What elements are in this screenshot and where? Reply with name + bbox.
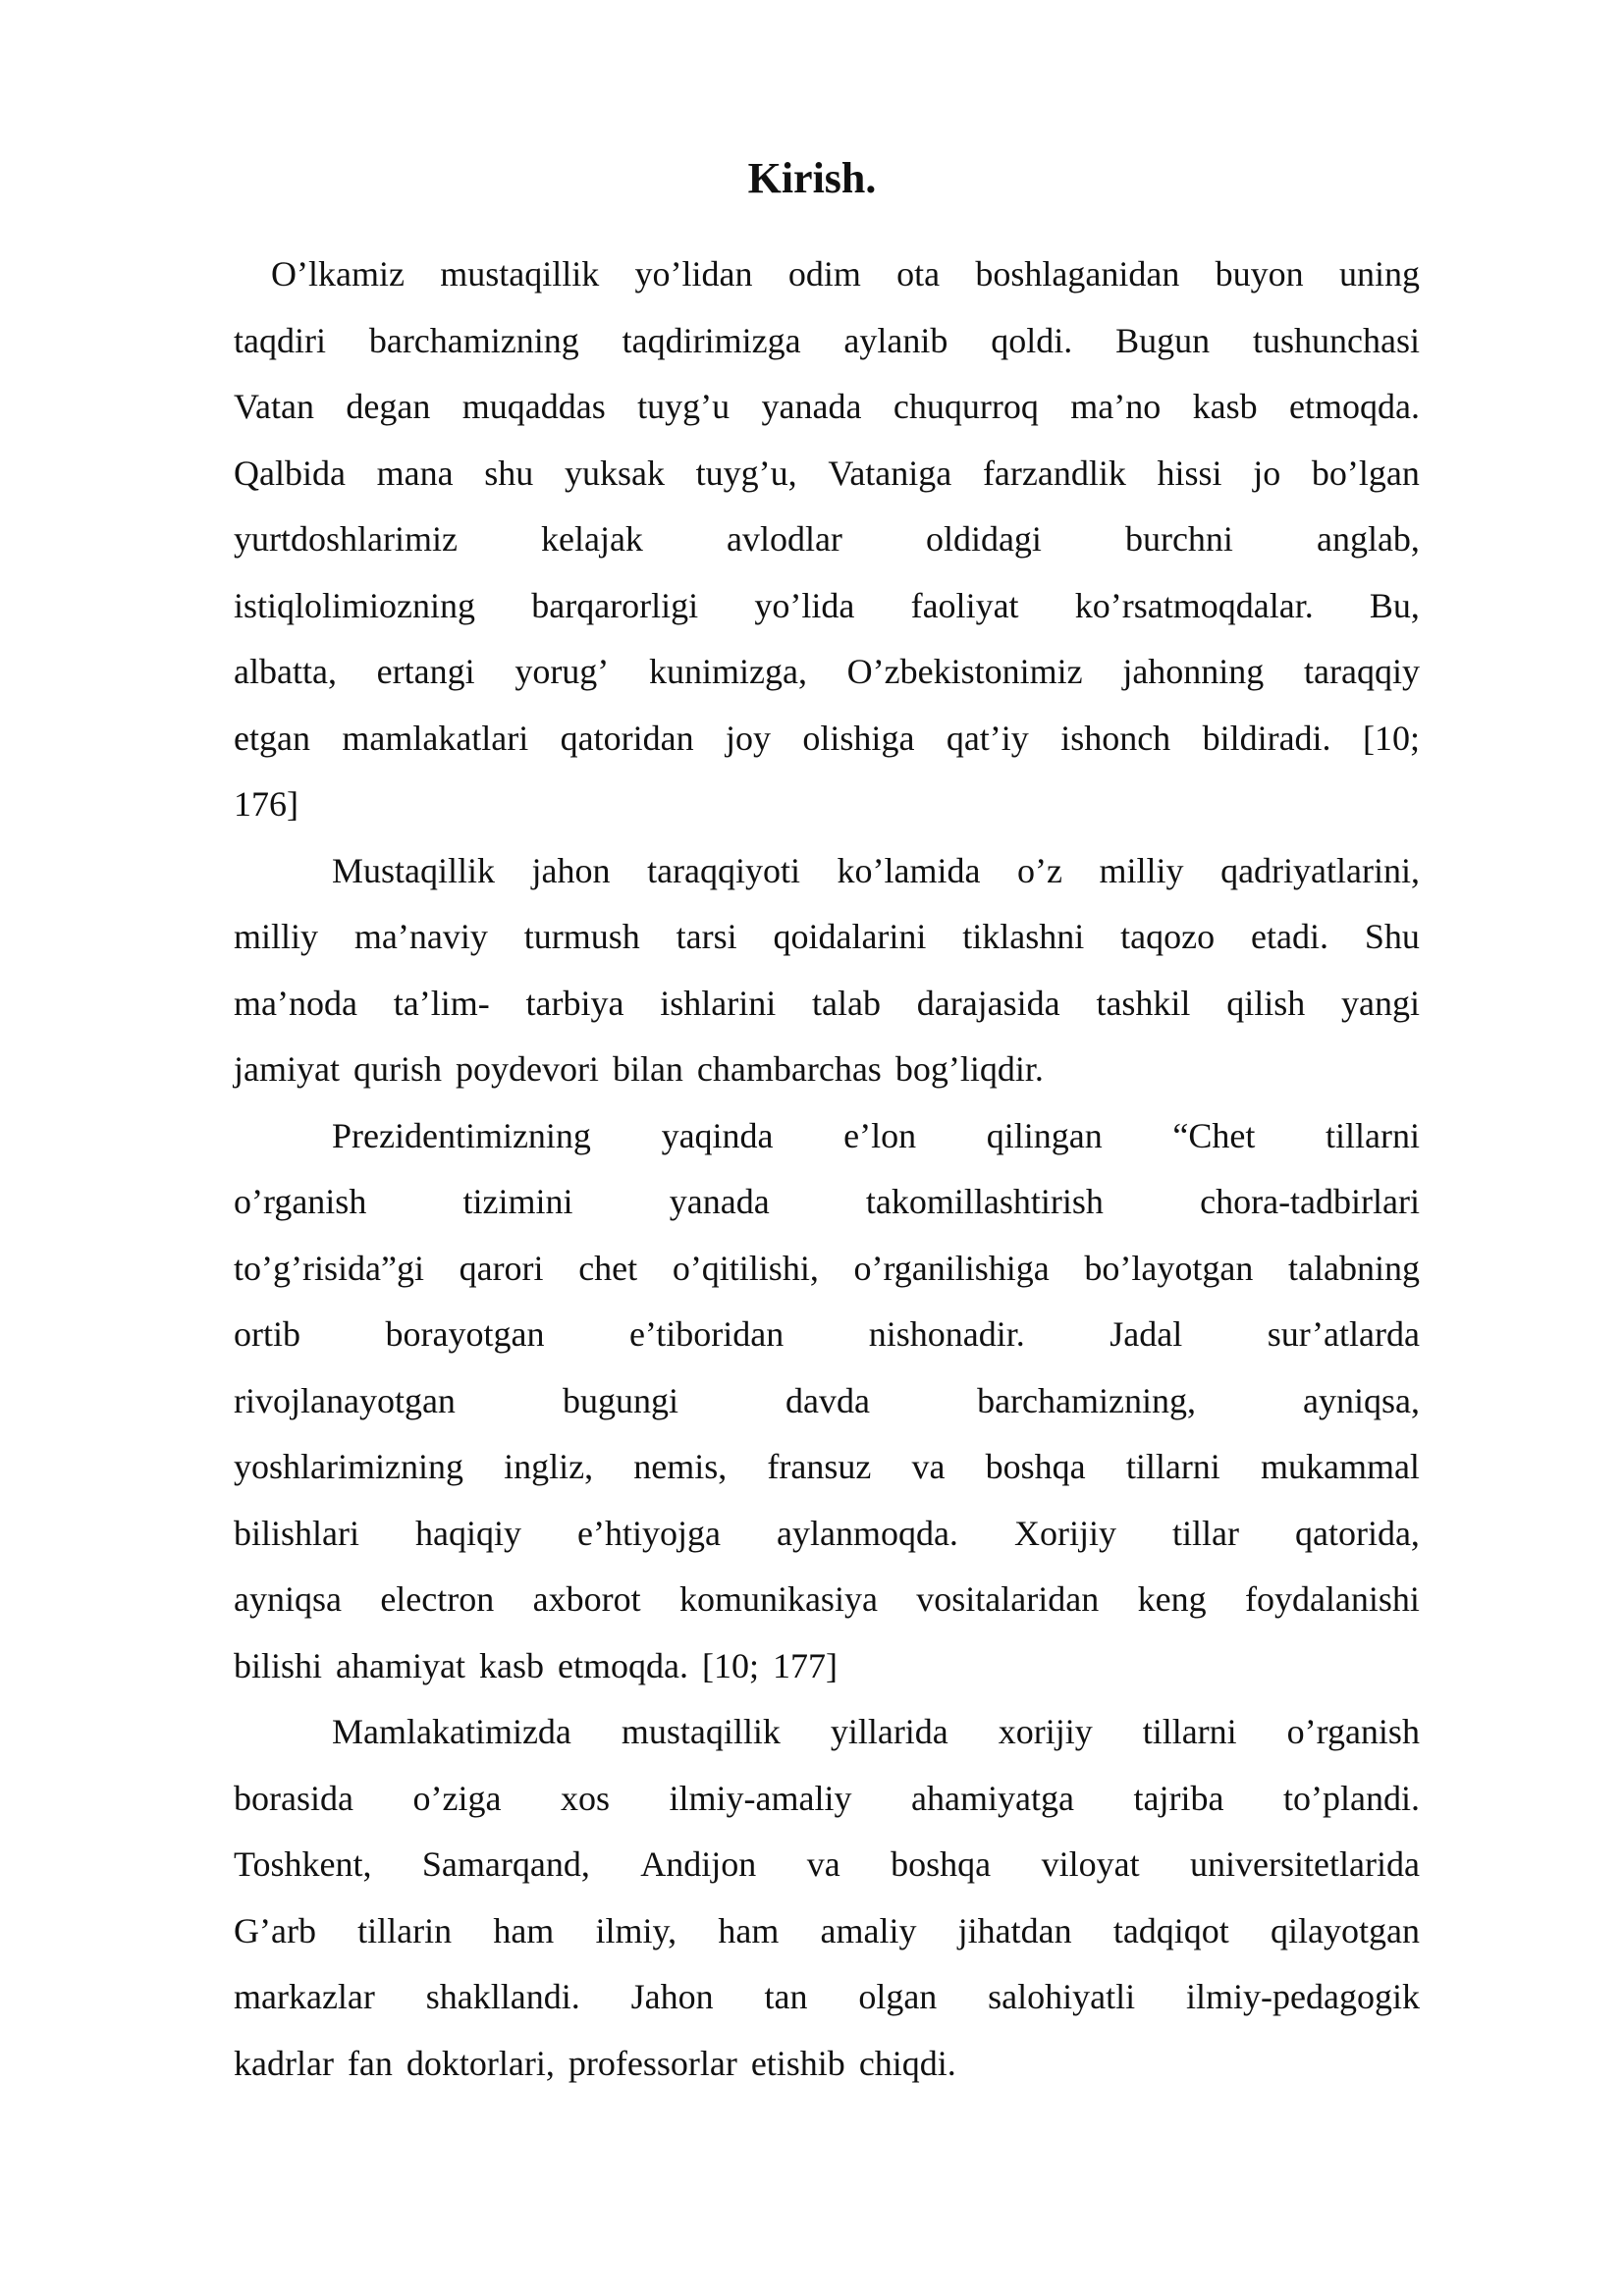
word: Vatan <box>234 387 314 426</box>
word: haqiqiy <box>415 1513 521 1553</box>
text-line <box>234 1898 1420 1965</box>
word: chora-tadbirlari <box>1200 1182 1420 1221</box>
word: ham <box>718 1910 780 1950</box>
word: 177] <box>772 1645 838 1685</box>
word: ilmiy, <box>595 1910 677 1950</box>
word: kasb <box>478 1645 544 1685</box>
word: qatorida, <box>1294 1513 1420 1553</box>
word: tillar <box>1171 1513 1239 1553</box>
word: barchamizning, <box>977 1380 1196 1420</box>
word: taqdirimizga <box>622 320 801 360</box>
text-line <box>234 1832 1420 1898</box>
word: tiklashni <box>962 917 1085 956</box>
word: ilmiy-amaliy <box>669 1778 852 1818</box>
word: etmoqda. <box>557 1645 688 1685</box>
word: ko’rsatmoqdalar. <box>1074 585 1314 625</box>
word: jihatdan <box>957 1910 1072 1950</box>
word: avlodlar <box>726 519 842 559</box>
paragraph <box>234 1103 1420 1700</box>
word: o’ziga <box>412 1778 502 1818</box>
text-line <box>234 1633 1420 1700</box>
word: tuyg’u, <box>695 453 797 493</box>
word: ham <box>493 1910 555 1950</box>
word: turmush <box>523 917 640 956</box>
word: taraqqiy <box>1304 652 1420 691</box>
word: xorijiy <box>998 1712 1093 1751</box>
text-line <box>234 2031 1420 2098</box>
word: tarbiya <box>525 983 624 1023</box>
word: jamiyat <box>234 1049 340 1089</box>
word: vositalaridan <box>916 1579 1100 1619</box>
word: burchni <box>1124 519 1233 559</box>
word: salohiyatli <box>988 1977 1136 2016</box>
word: faoliyat <box>910 585 1019 625</box>
word: aylanib <box>843 320 948 360</box>
word: albatta, <box>234 652 337 691</box>
word: darajasida <box>916 983 1060 1023</box>
word: chiqdi. <box>858 2043 956 2083</box>
paragraph <box>234 838 1420 1103</box>
word: qatoridan <box>560 718 694 758</box>
word: sur’atlarda <box>1267 1314 1420 1354</box>
word: electron <box>380 1579 495 1619</box>
word: [10; <box>701 1645 759 1685</box>
word: muqaddas <box>461 387 606 426</box>
word: barqarorligi <box>531 585 699 625</box>
text-line <box>234 507 1420 573</box>
word: istiqlolimiozning <box>234 585 476 625</box>
word: ma’naviy <box>353 917 488 956</box>
word: buyon <box>1215 254 1304 294</box>
word: O’lkamiz <box>271 254 405 294</box>
word: tarsi <box>676 917 737 956</box>
word: tushunchasi <box>1253 320 1420 360</box>
word: borayotgan <box>385 1314 545 1354</box>
text-line <box>234 706 1420 773</box>
word: qadriyatlarini, <box>1220 850 1420 890</box>
word: ayniqsa <box>234 1579 342 1619</box>
word: ko’lamida <box>837 850 981 890</box>
text-line <box>234 1766 1420 1833</box>
word: tizimini <box>462 1182 573 1221</box>
text-line <box>234 1169 1420 1236</box>
word: bo’layotgan <box>1084 1248 1254 1288</box>
word: ma’noda <box>234 983 357 1023</box>
word: Mamlakatimizda <box>332 1712 571 1751</box>
word: mana <box>376 453 454 493</box>
text-line <box>234 573 1420 640</box>
word: olgan <box>858 1977 938 2016</box>
word: etmoqda. <box>1289 387 1420 426</box>
word: tajriba <box>1133 1778 1224 1818</box>
word: fan <box>347 2043 393 2083</box>
word: kunimizga, <box>649 652 807 691</box>
text-line <box>234 1368 1420 1435</box>
word: ingliz, <box>504 1447 594 1486</box>
text-line <box>234 241 1420 308</box>
word: taqdiri <box>234 320 326 360</box>
word: joy <box>726 718 772 758</box>
word: Samarqand, <box>421 1844 590 1884</box>
word: farzandlik <box>982 453 1126 493</box>
word: ortib <box>234 1314 300 1354</box>
paragraph <box>234 1699 1420 2097</box>
text-line <box>234 1699 1420 1766</box>
word: professorlar <box>568 2043 737 2083</box>
word: talabning <box>1288 1248 1420 1288</box>
word: bilan <box>612 1049 683 1089</box>
word: qarori <box>459 1248 544 1288</box>
paragraph <box>234 241 1420 838</box>
word: shakllandi. <box>425 1977 580 2016</box>
word: mukammal <box>1260 1447 1420 1486</box>
word: ertangi <box>376 652 475 691</box>
word: o’z <box>1017 850 1062 890</box>
document-body <box>234 241 1420 2097</box>
word: doktorlari, <box>406 2043 555 2083</box>
word: e’tiboridan <box>628 1314 785 1354</box>
word: yorug’ <box>514 652 610 691</box>
text-line <box>234 1501 1420 1568</box>
word: boshqa <box>891 1844 992 1884</box>
word: ishlarini <box>660 983 777 1023</box>
text-line <box>234 374 1420 441</box>
word: Mustaqillik <box>332 850 496 890</box>
word: to’plandi. <box>1282 1778 1420 1818</box>
word: uning <box>1338 254 1420 294</box>
word: “Chet <box>1172 1115 1256 1155</box>
word: jahon <box>531 850 611 890</box>
word: qilayotgan <box>1271 1910 1420 1950</box>
word: yanada <box>761 387 862 426</box>
text-line <box>234 904 1420 971</box>
word: G’arb <box>234 1910 316 1950</box>
word: o’qitilishi, <box>672 1248 819 1288</box>
word: yangi <box>1341 983 1420 1023</box>
word: boshqa <box>985 1447 1086 1486</box>
word: tillarni <box>1125 1447 1220 1486</box>
word: poydevori <box>455 1049 599 1089</box>
word: takomillashtirish <box>865 1182 1104 1221</box>
word: kelajak <box>540 519 643 559</box>
word: milliy <box>234 917 319 956</box>
word: axborot <box>532 1579 641 1619</box>
word: shu <box>484 453 534 493</box>
word: davda <box>785 1380 871 1420</box>
word: tillarni <box>1142 1712 1237 1751</box>
word: keng <box>1137 1579 1207 1619</box>
word: taraqqiyoti <box>647 850 801 890</box>
text-line <box>234 971 1420 1038</box>
word: Vataniga <box>828 453 952 493</box>
word: o’rganish <box>234 1182 367 1221</box>
word: yurtdoshlarimiz <box>234 519 458 559</box>
word: komunikasiya <box>678 1579 878 1619</box>
word: talab <box>811 983 881 1023</box>
word: chambarchas <box>696 1049 882 1089</box>
word: Toshkent, <box>234 1844 372 1884</box>
word: kasb <box>1192 387 1258 426</box>
text-line <box>234 308 1420 375</box>
word: va <box>911 1447 946 1486</box>
word: etishib <box>750 2043 845 2083</box>
word: olishiga <box>802 718 915 758</box>
word: barchamizning <box>368 320 579 360</box>
word: bilishlari <box>234 1513 359 1553</box>
word: chet <box>578 1248 638 1288</box>
text-line <box>234 1964 1420 2031</box>
word: Jadal <box>1110 1314 1183 1354</box>
text-line <box>234 1037 1420 1103</box>
text-line <box>234 441 1420 507</box>
word: jo <box>1253 453 1281 493</box>
word: qilingan <box>986 1115 1103 1155</box>
word: tuyg’u <box>637 387 731 426</box>
word: 176] <box>234 784 298 824</box>
word: fransuz <box>767 1447 872 1486</box>
word: bugungi <box>562 1380 678 1420</box>
word: boshlaganidan <box>975 254 1180 294</box>
word: va <box>806 1844 840 1884</box>
word: odim <box>787 254 861 294</box>
word: ma’no <box>1070 387 1162 426</box>
text-line <box>234 1567 1420 1633</box>
word: yo’lida <box>754 585 855 625</box>
word: Bu, <box>1369 585 1420 625</box>
word: ota <box>896 254 941 294</box>
word: yo’lidan <box>634 254 753 294</box>
word: rivojlanayotgan <box>234 1380 456 1420</box>
word: kadrlar <box>234 2043 334 2083</box>
word: oldidagi <box>925 519 1042 559</box>
word: foydalanishi <box>1244 1579 1420 1619</box>
word: bo’lgan <box>1311 453 1420 493</box>
word: milliy <box>1099 850 1184 890</box>
text-line <box>234 838 1420 905</box>
word: qat’iy <box>946 718 1029 758</box>
word: ayniqsa, <box>1303 1380 1420 1420</box>
text-line <box>234 1434 1420 1501</box>
word: markazlar <box>234 1977 375 2016</box>
word: Shu <box>1364 917 1420 956</box>
word: mamlakatlari <box>342 718 529 758</box>
word: etadi. <box>1251 917 1328 956</box>
word: yaqinda <box>661 1115 774 1155</box>
word: qoidalarini <box>773 917 927 956</box>
page-title: Kirish. <box>747 154 877 202</box>
word: taqozo <box>1120 917 1216 956</box>
word: o’rganish <box>1286 1712 1420 1751</box>
text-line <box>234 639 1420 706</box>
word: borasida <box>234 1778 353 1818</box>
word: qoldi. <box>991 320 1073 360</box>
word: xos <box>560 1778 610 1818</box>
word: hissi <box>1157 453 1222 493</box>
text-line <box>234 1236 1420 1303</box>
text-line <box>234 772 1420 838</box>
word: tillarni <box>1325 1115 1420 1155</box>
word: ahamiyat <box>336 1645 465 1685</box>
word: e’htiyojga <box>577 1513 721 1553</box>
word: universitetlarida <box>1190 1844 1420 1884</box>
word: e’lon <box>843 1115 917 1155</box>
word: Bugun <box>1115 320 1211 360</box>
word: mustaqillik <box>621 1712 781 1751</box>
word: Prezidentimizning <box>332 1115 591 1155</box>
word: tillarin <box>357 1910 453 1950</box>
word: bog’liqdir. <box>894 1049 1044 1089</box>
word: tashkil <box>1096 983 1191 1023</box>
word: qurish <box>352 1049 442 1089</box>
word: o’rganilishiga <box>853 1248 1050 1288</box>
word: nemis, <box>633 1447 728 1486</box>
text-line <box>234 1103 1420 1170</box>
word: nishonadir. <box>868 1314 1025 1354</box>
word: chuqurroq <box>893 387 1039 426</box>
word: degan <box>346 387 431 426</box>
word: tan <box>764 1977 808 2016</box>
word: anglab, <box>1316 519 1420 559</box>
word: etgan <box>234 718 310 758</box>
word: Jahon <box>630 1977 714 2016</box>
word: ahamiyatga <box>911 1778 1074 1818</box>
word: yillarida <box>830 1712 948 1751</box>
word: aylanmoqda. <box>776 1513 958 1553</box>
word: ishonch <box>1060 718 1171 758</box>
word: Qalbida <box>234 453 346 493</box>
word: jahonning <box>1122 652 1265 691</box>
word: mustaqillik <box>440 254 600 294</box>
word: yanada <box>669 1182 770 1221</box>
word: qilish <box>1226 983 1306 1023</box>
word: bildiradi. <box>1202 718 1331 758</box>
word: O’zbekistonimiz <box>846 652 1083 691</box>
word: yoshlarimizning <box>234 1447 463 1486</box>
word: bilishi <box>234 1645 323 1685</box>
text-line <box>234 1302 1420 1368</box>
word: [10; <box>1362 718 1420 758</box>
word: Andijon <box>640 1844 757 1884</box>
word: ilmiy-pedagogik <box>1186 1977 1420 2016</box>
word: ta’lim- <box>393 983 490 1023</box>
word: to’g’risida”gi <box>234 1248 424 1288</box>
word: viloyat <box>1041 1844 1140 1884</box>
word: yuksak <box>564 453 665 493</box>
word: amaliy <box>820 1910 917 1950</box>
word: Xorijiy <box>1013 1513 1116 1553</box>
word: tadqiqot <box>1112 1910 1229 1950</box>
